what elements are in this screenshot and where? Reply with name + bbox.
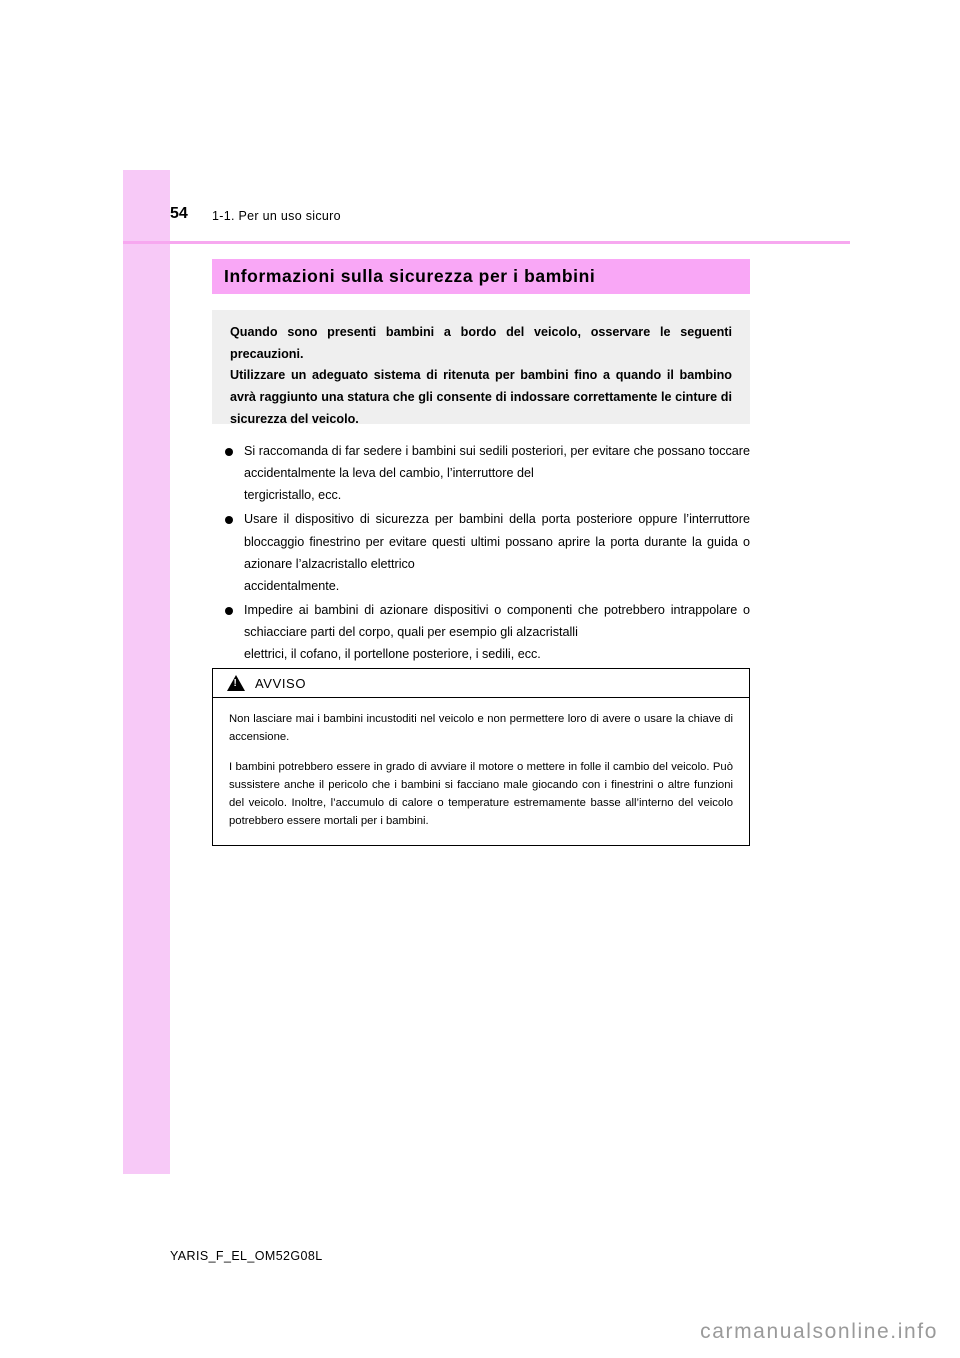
- intro-callout: [212, 310, 750, 424]
- list-item: [212, 599, 750, 665]
- warning-body: [213, 698, 749, 845]
- list-item: [212, 440, 750, 506]
- document-code: YARIS_F_EL_OM52G08L: [170, 1249, 323, 1263]
- list-item-last-line: accidentalmente.: [244, 578, 340, 593]
- list-item-last-line: tergicristallo, ecc.: [244, 488, 342, 503]
- list-item: [212, 508, 750, 597]
- header-divider: [123, 241, 850, 244]
- warning-header: [213, 669, 749, 698]
- warning-triangle-icon: [227, 675, 245, 691]
- decorative-side-band: [123, 170, 170, 1174]
- list-item-text: Impedire ai bambini di azionare dispositivi o componenti che potrebbero intrappolare o schiacciare parti del corpo, quali per esempio gli alzacristalli: [244, 603, 750, 640]
- section-title: Informazioni sulla sicurezza per i bambini: [212, 259, 750, 294]
- list-item-last-line: elettrici, il cofano, il portellone posteriore, i sedili, ecc.: [244, 647, 541, 662]
- intro-paragraph-2: Utilizzare un adeguato sistema di ritenuta per bambini fino a quando il bambino avrà raggiunto una statura che gli consente di indossare correttamente le cinture di sicurezza del veicolo.: [230, 368, 732, 426]
- warning-box: [212, 668, 750, 846]
- warning-paragraph: Non lasciare mai i bambini incustoditi nel veicolo e non permettere loro di avere o usare la chiave di accensione.: [229, 713, 733, 744]
- intro-paragraph-1: Quando sono presenti bambini a bordo del veicolo, osservare le seguenti precauzioni.: [230, 325, 732, 361]
- chapter-title: 1-1. Per un uso sicuro: [212, 209, 341, 223]
- list-item-text: Si raccomanda di far sedere i bambini sui sedili posteriori, per evitare che possano toccare accidentalmente la leva del cambio, l’interruttore del: [244, 444, 750, 481]
- warning-label: AVVISO: [255, 675, 307, 691]
- bullet-list: [212, 440, 750, 668]
- list-item-text: Usare il dispositivo di sicurezza per bambini della porta posteriore oppure l’interruttore bloccaggio finestrino per evitare questi ultimi possano aprire la porta durante la guida o azionare l’alzacristallo elettrico: [244, 512, 750, 571]
- warning-exclamation-glyph: !: [233, 678, 237, 689]
- watermark: carmanualsonline.info: [700, 1320, 938, 1343]
- warning-paragraph: I bambini potrebbero essere in grado di avviare il motore o mettere in folle il cambio del veicolo. Può sussistere anche il pericolo che i bambini si facciano male giocando con i finestrini o altre funzioni del veicolo. Inoltre, l’accumulo di calore o temperature estremamente basse all’interno del veicolo potrebbero essere mortali per i bambini.: [229, 760, 733, 828]
- page-header: [170, 205, 850, 239]
- page-number: 54: [170, 205, 188, 222]
